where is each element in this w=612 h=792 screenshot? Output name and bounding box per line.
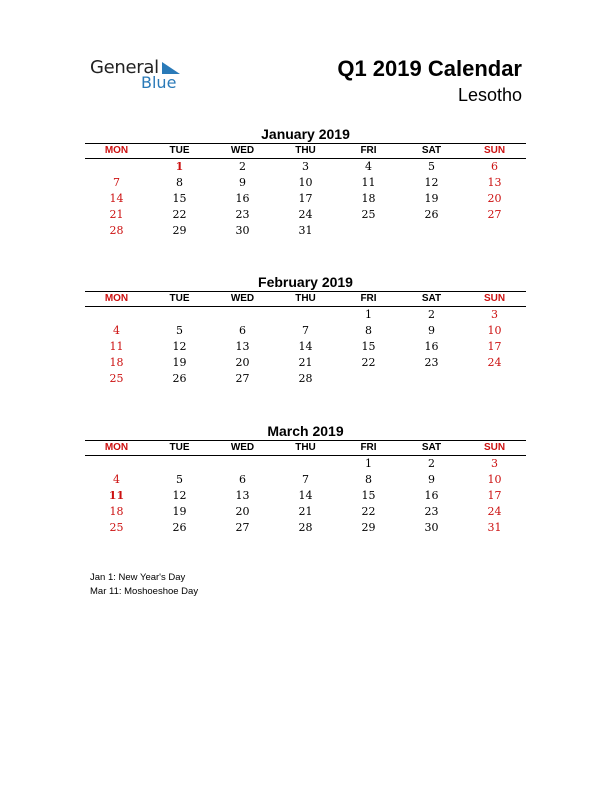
day-cell: 23 — [235, 208, 250, 221]
holiday-note: Mar 11: Moshoeshoe Day — [90, 586, 199, 597]
day-cell: 22 — [172, 208, 187, 221]
weekday-header — [85, 440, 526, 456]
day-cell: 30 — [424, 521, 439, 534]
day-cell: 3 — [491, 308, 498, 321]
day-cell: 4 — [365, 160, 372, 173]
month-january — [85, 125, 526, 239]
empty-cell — [274, 456, 337, 472]
logo-word-general: General — [90, 57, 159, 78]
empty-cell — [211, 307, 274, 323]
day-cell: 30 — [235, 224, 250, 237]
empty-cell — [148, 307, 211, 323]
day-cell: 23 — [424, 505, 439, 518]
page-title: Q1 2019 Calendar — [337, 56, 522, 81]
day-cell: 4 — [113, 324, 120, 337]
month-title: March 2019 — [267, 423, 344, 439]
weekday-wed: WED — [230, 145, 255, 156]
day-cell: 20 — [235, 505, 250, 518]
day-cell: 16 — [424, 489, 439, 502]
day-cell: 27 — [235, 372, 250, 385]
day-cell: 5 — [176, 473, 183, 486]
month-title: January 2019 — [261, 126, 350, 142]
weekday-tue: TUE — [169, 442, 190, 453]
day-cell: 12 — [172, 340, 187, 353]
day-cell: 7 — [113, 176, 120, 189]
weekday-tue: TUE — [169, 145, 190, 156]
day-cell: 13 — [235, 489, 250, 502]
empty-cell — [211, 456, 274, 472]
day-cell: 6 — [239, 473, 246, 486]
day-cell: 12 — [424, 176, 439, 189]
day-cell: 3 — [491, 457, 498, 470]
day-cell: 21 — [298, 356, 313, 369]
day-cell: 8 — [365, 473, 372, 486]
day-cell: 17 — [487, 489, 502, 502]
day-cell: 29 — [172, 224, 187, 237]
weekday-sat: SAT — [421, 442, 442, 453]
day-cell: 23 — [424, 356, 439, 369]
day-grid — [85, 307, 526, 387]
weekday-mon: MON — [104, 442, 129, 453]
day-cell: 2 — [239, 160, 246, 173]
weekday-mon: MON — [104, 293, 129, 304]
day-cell: 13 — [487, 176, 502, 189]
month-february — [85, 273, 526, 387]
day-cell: 4 — [113, 473, 120, 486]
day-cell: 24 — [298, 208, 313, 221]
day-cell: 11 — [361, 176, 376, 189]
day-cell: 3 — [302, 160, 309, 173]
weekday-sat: SAT — [421, 145, 442, 156]
day-grid — [85, 159, 526, 239]
day-cell: 1 — [365, 308, 372, 321]
day-cell: 6 — [491, 160, 498, 173]
holiday-note: Jan 1: New Year's Day — [90, 572, 186, 583]
empty-cell — [85, 456, 148, 472]
day-cell: 15 — [361, 340, 376, 353]
day-cell: 8 — [365, 324, 372, 337]
day-cell: 10 — [298, 176, 313, 189]
day-cell: 25 — [109, 521, 124, 534]
weekday-fri: FRI — [360, 442, 377, 453]
day-cell: 19 — [172, 356, 187, 369]
day-cell: 26 — [172, 372, 187, 385]
country-name: Lesotho — [457, 85, 522, 105]
day-cell: 25 — [109, 372, 124, 385]
day-cell: 24 — [487, 356, 502, 369]
day-cell: 21 — [298, 505, 313, 518]
day-cell: 26 — [424, 208, 439, 221]
day-cell: 15 — [361, 489, 376, 502]
day-cell: 15 — [172, 192, 187, 205]
day-cell: 7 — [302, 324, 309, 337]
day-cell: 10 — [487, 473, 502, 486]
day-cell: 18 — [109, 356, 124, 369]
holiday-list — [90, 571, 198, 599]
empty-cell — [85, 307, 148, 323]
day-cell: 7 — [302, 473, 309, 486]
day-cell: 13 — [235, 340, 250, 353]
weekday-sun: SUN — [483, 145, 506, 156]
day-cell: 21 — [109, 208, 124, 221]
weekday-header — [85, 143, 526, 159]
day-cell: 26 — [172, 521, 187, 534]
day-cell: 14 — [298, 489, 313, 502]
weekday-sun: SUN — [483, 442, 506, 453]
month-title: February 2019 — [258, 274, 353, 290]
weekday-sat: SAT — [421, 293, 442, 304]
empty-cell — [274, 307, 337, 323]
day-cell: 29 — [361, 521, 376, 534]
weekday-tue: TUE — [169, 293, 190, 304]
day-cell: 14 — [109, 192, 124, 205]
day-cell: 28 — [298, 521, 313, 534]
weekday-wed: WED — [230, 293, 255, 304]
day-cell: 9 — [428, 473, 435, 486]
day-cell: 2 — [428, 308, 435, 321]
day-cell: 18 — [361, 192, 376, 205]
weekday-header — [85, 291, 526, 307]
day-cell: 20 — [235, 356, 250, 369]
day-cell: 2 — [428, 457, 435, 470]
day-cell: 31 — [487, 521, 502, 534]
day-cell: 18 — [109, 505, 124, 518]
day-cell: 19 — [172, 505, 187, 518]
day-cell: 27 — [487, 208, 502, 221]
empty-cell — [85, 159, 148, 175]
day-cell: 28 — [298, 372, 313, 385]
generalblue-logo — [90, 57, 200, 97]
day-cell: 1 — [365, 457, 372, 470]
day-cell: 9 — [239, 176, 246, 189]
day-cell: 14 — [298, 340, 313, 353]
day-cell: 19 — [424, 192, 439, 205]
day-cell: 31 — [298, 224, 313, 237]
weekday-wed: WED — [230, 442, 255, 453]
weekday-thu: THU — [295, 145, 316, 156]
day-cell: 6 — [239, 324, 246, 337]
weekday-thu: THU — [295, 293, 316, 304]
day-cell: 27 — [235, 521, 250, 534]
day-cell: 8 — [176, 176, 183, 189]
day-cell: 5 — [428, 160, 435, 173]
day-cell: 16 — [424, 340, 439, 353]
day-cell: 17 — [487, 340, 502, 353]
day-cell: 11 — [108, 489, 125, 502]
day-cell: 16 — [235, 192, 250, 205]
day-grid — [85, 456, 526, 536]
logo-word-blue: Blue — [141, 73, 177, 92]
day-cell: 10 — [487, 324, 502, 337]
day-cell: 25 — [361, 208, 376, 221]
day-cell: 12 — [172, 489, 187, 502]
day-cell: 5 — [176, 324, 183, 337]
empty-cell — [148, 456, 211, 472]
day-cell: 20 — [487, 192, 502, 205]
day-cell: 22 — [361, 505, 376, 518]
weekday-thu: THU — [295, 442, 316, 453]
day-cell: 1 — [175, 160, 184, 173]
day-cell: 28 — [109, 224, 124, 237]
day-cell: 22 — [361, 356, 376, 369]
weekday-mon: MON — [104, 145, 129, 156]
day-cell: 11 — [109, 340, 124, 353]
day-cell: 24 — [487, 505, 502, 518]
day-cell: 17 — [298, 192, 313, 205]
weekday-fri: FRI — [360, 145, 377, 156]
day-cell: 9 — [428, 324, 435, 337]
weekday-fri: FRI — [360, 293, 377, 304]
month-march — [85, 422, 526, 536]
weekday-sun: SUN — [483, 293, 506, 304]
